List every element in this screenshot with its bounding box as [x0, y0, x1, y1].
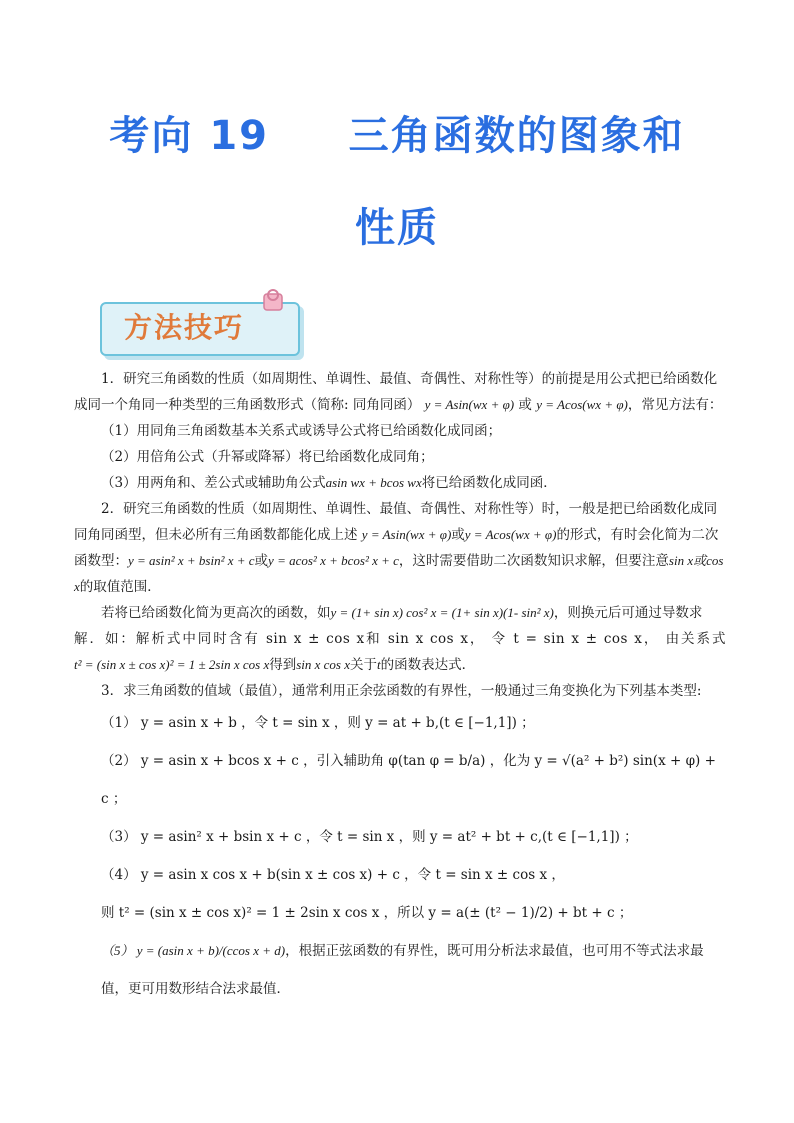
- formula: sin x或cos x: [74, 553, 724, 594]
- paragraph-2: [74, 496, 726, 600]
- paragraph-3-line-3: [74, 652, 726, 678]
- formula: t: [377, 657, 381, 672]
- formula: sin x cos x: [296, 657, 351, 672]
- text: 或: [254, 553, 269, 569]
- formula: y = Acos(wx + φ): [536, 397, 628, 412]
- formula: t² = (sin x ± cos x)² = 1 ± 2sin x cos x: [74, 657, 270, 672]
- method-tips-body: [74, 366, 726, 1008]
- text: 的形式，有时会化简为二次函数型：: [74, 527, 719, 569]
- page-title-line-1: 考向 19 三角函数的图象和: [109, 113, 685, 159]
- text: ，这时需要借助二次函数知识求解，但要注意: [398, 553, 669, 569]
- page-title-line-2: 性质: [355, 205, 439, 251]
- case-4-continued: 则 t² = (sin x ± cos x)² = 1 ± 2sin x cos x ，所以 y = a(± (t² − 1)/2) + bt + c ；: [101, 905, 633, 921]
- paragraph-3-line-2: 解．如：解析式中同时含有 sin x ± cos x和 sin x cos x， 令 t = sin x ± cos x， 由关系式: [74, 631, 726, 647]
- paragraph-1: [74, 366, 726, 418]
- text: 关于: [350, 657, 378, 673]
- case-3: （3） y = asin² x + bsin x + c ，令 t = sin x ，则 y = at² + bt + c,(t ∈ [−1,1]) ；: [101, 829, 638, 845]
- text: 若将已给函数化简为更高次的函数，如: [101, 605, 331, 621]
- text: ，常见方法有：: [627, 397, 723, 413]
- paragraph-3: [74, 600, 726, 626]
- formula: y = asin² x + bsin² x + c: [128, 553, 255, 568]
- text: 1．研究三角函数的性质（如周期性、单调性、最值、奇偶性、对称性等）的前提是用公式把已给函数化成同一个角同一种类型的三角函数形式（简称: 同角同函）: [74, 371, 718, 413]
- text: 的取值范围．: [79, 579, 161, 595]
- sub-item-1: （1）用同角三角函数基本关系式或诱导公式将已给函数化成同函；: [101, 423, 502, 439]
- formula: y = acos² x + bcos² x + c: [268, 553, 399, 568]
- sub-item-3: [74, 470, 726, 496]
- text: ，则换元后可通过导数求: [553, 605, 703, 621]
- formula: y = Asin(wx + φ): [361, 527, 452, 542]
- text: 或: [451, 527, 465, 543]
- text: （3）用两角和、差公式或辅助角公式: [101, 475, 326, 491]
- formula: （5） y = (asin x + b)/(ccos x + d): [101, 943, 286, 958]
- text: 2．研究三角函数的性质（如周期性、单调性、最值、奇偶性、对称性等）时，一般是把已给函数化成同同角同函型，但未必所有三角函数都能化成上述: [74, 501, 718, 543]
- text: ，根据正弦函数的有界性，既可用分析法求最值，也可用不等式法求最值，更可用数形结合法求最值．: [101, 943, 704, 997]
- sub-item-2: （2）用倍角公式（升幂或降幂）将已给函数化成同角；: [101, 449, 434, 465]
- formula: y = (1+ sin x) cos² x = (1+ sin x)(1- sin² x): [330, 605, 554, 620]
- case-1: （1） y = asin x + b ，令 t = sin x ，则 y = at + b,(t ∈ [−1,1]) ；: [101, 715, 535, 731]
- text: 得到: [269, 657, 297, 673]
- formula: y = Asin(wx + φ): [424, 397, 515, 412]
- formula: y = Acos(wx + φ): [464, 527, 557, 542]
- case-4: （4） y = asin x cos x + b(sin x ± cos x) + c ，令 t = sin x ± cos x ，: [101, 867, 565, 883]
- text: 的函数表达式．: [380, 657, 476, 673]
- section-badge: [100, 296, 308, 354]
- formula: asin wx + bcos wx: [325, 475, 422, 490]
- text: 或: [514, 397, 537, 413]
- paragraph-4: 3．求三角函数的值域（最值），通常利用正余弦函数的有界性，一般通过三角变换化为下列基本类型:: [101, 683, 702, 699]
- case-2: （2） y = asin x + bcos x + c ，引入辅助角 φ(tan φ = b/a) ，化为 y = √(a² + b²) sin(x + φ) + c ；: [101, 753, 716, 807]
- paperclip-icon: [260, 288, 286, 314]
- section-badge-label: 方法技巧: [124, 311, 245, 344]
- case-5: [74, 932, 726, 1008]
- text: 将已给函数化成同函．: [421, 475, 557, 491]
